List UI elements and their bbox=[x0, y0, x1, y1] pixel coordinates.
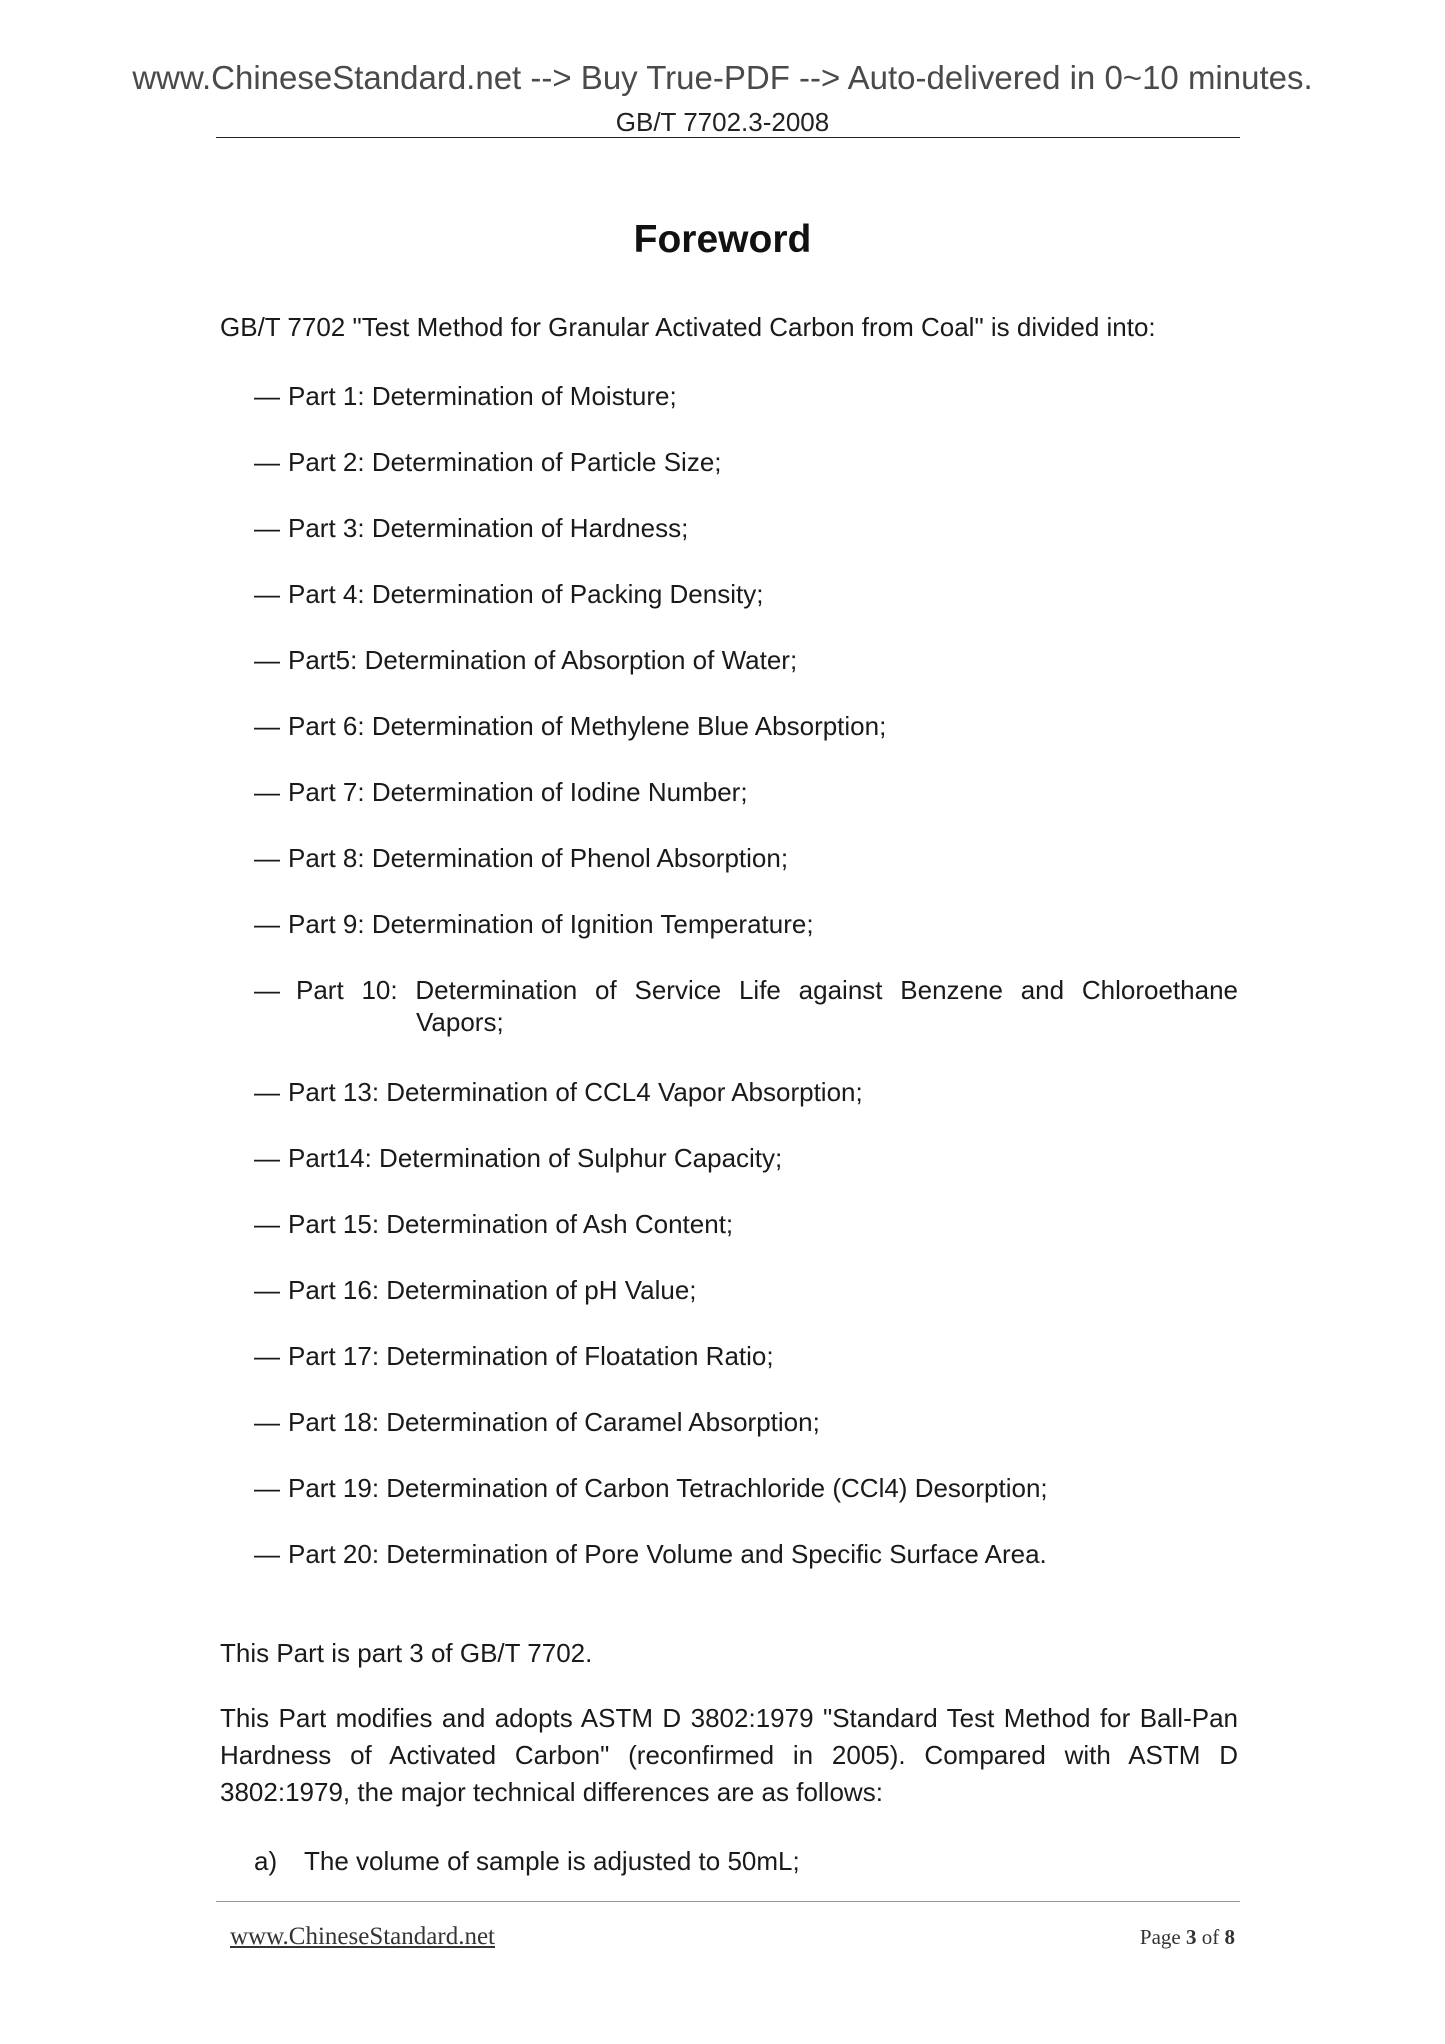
page-total: 8 bbox=[1224, 1925, 1235, 1949]
part-text-continuation: Vapors; bbox=[416, 1007, 504, 1037]
dash-marker: — bbox=[254, 1143, 280, 1173]
part-item bbox=[254, 380, 1238, 412]
header-divider bbox=[216, 137, 1240, 138]
dash-marker: — bbox=[254, 1473, 280, 1503]
part-item bbox=[254, 908, 1238, 940]
footer-link[interactable]: www.ChineseStandard.net bbox=[230, 1923, 495, 1950]
part-item bbox=[254, 1274, 1238, 1306]
page-title: Foreword bbox=[633, 218, 812, 261]
standard-code: GB/T 7702.3-2008 bbox=[615, 107, 830, 137]
part-item bbox=[254, 710, 1238, 742]
dash-marker: — bbox=[254, 381, 280, 411]
part-item bbox=[254, 1076, 1238, 1108]
part-text: Part14: Determination of Sulphur Capacity; bbox=[288, 1143, 783, 1173]
part-text: Part 19: Determination of Carbon Tetrachloride (CCl4) Desorption; bbox=[288, 1473, 1048, 1503]
part-item bbox=[254, 644, 1238, 676]
dash-marker: — bbox=[254, 1407, 280, 1437]
part-text: Part 4: Determination of Packing Density; bbox=[288, 579, 764, 609]
part-text: Part 9: Determination of Ignition Temperature; bbox=[288, 909, 814, 939]
page-of: of bbox=[1201, 1925, 1220, 1949]
page-current: 3 bbox=[1186, 1925, 1197, 1949]
item-label: a) bbox=[254, 1846, 278, 1876]
dash-marker: — bbox=[254, 975, 280, 1005]
part-item bbox=[254, 1142, 1238, 1174]
dash-marker: — bbox=[254, 1077, 280, 1107]
part-text: Part 3: Determination of Hardness; bbox=[288, 513, 689, 543]
intro-text: GB/T 7702 "Test Method for Granular Activated Carbon from Coal" is divided into: bbox=[220, 312, 1156, 342]
part-item bbox=[254, 446, 1238, 478]
dash-marker: — bbox=[254, 1341, 280, 1371]
paragraph-part-scope: This Part is part 3 of GB/T 7702. bbox=[220, 1638, 593, 1668]
part-text: Part 8: Determination of Phenol Absorption; bbox=[288, 843, 789, 873]
part-item bbox=[254, 776, 1238, 808]
part-text: Part 10: Determination of Service Life against Benzene and Chloroethane bbox=[296, 975, 1238, 1005]
dash-marker: — bbox=[254, 513, 280, 543]
part-item bbox=[254, 578, 1238, 610]
page-word: Page bbox=[1139, 1925, 1181, 1949]
part-item bbox=[254, 1340, 1238, 1372]
part-item bbox=[254, 1538, 1238, 1570]
part-item bbox=[254, 842, 1238, 874]
part-text: Part 18: Determination of Caramel Absorption; bbox=[288, 1407, 820, 1437]
header-banner: www.ChineseStandard.net --> Buy True-PDF --> Auto-delivered in 0~10 minutes. bbox=[132, 59, 1313, 96]
dash-marker: — bbox=[254, 579, 280, 609]
dash-marker: — bbox=[254, 711, 280, 741]
footer-divider bbox=[216, 1901, 1240, 1902]
dash-marker: — bbox=[254, 777, 280, 807]
part-text: Part5: Determination of Absorption of Water; bbox=[288, 645, 798, 675]
part-item bbox=[254, 1208, 1238, 1240]
dash-marker: — bbox=[254, 645, 280, 675]
part-text: Part 16: Determination of pH Value; bbox=[288, 1275, 697, 1305]
part-text: Part 6: Determination of Methylene Blue Absorption; bbox=[288, 711, 887, 741]
part-item bbox=[254, 974, 1238, 1038]
dash-marker: — bbox=[254, 909, 280, 939]
part-item bbox=[254, 1472, 1238, 1504]
parts-list bbox=[254, 380, 1238, 1570]
dash-marker: — bbox=[254, 843, 280, 873]
dash-marker: — bbox=[254, 447, 280, 477]
dash-marker: — bbox=[254, 1209, 280, 1239]
dash-marker: — bbox=[254, 1539, 280, 1569]
difference-item-a bbox=[254, 1845, 800, 1877]
part-text: Part 1: Determination of Moisture; bbox=[288, 381, 677, 411]
page-number bbox=[1090, 1925, 1235, 1950]
part-item bbox=[254, 512, 1238, 544]
part-text: Part 7: Determination of Iodine Number; bbox=[288, 777, 748, 807]
part-text: Part 2: Determination of Particle Size; bbox=[288, 447, 722, 477]
part-text: Part 17: Determination of Floatation Ratio; bbox=[288, 1341, 774, 1371]
paragraph-adoption: This Part modifies and adopts ASTM D 3802:1979 "Standard Test Method for Ball-Pan Hardness of Activated Carbon" (reconfirmed in 2005). Compared with ASTM D 3802:1979, the major technical differences are as follows: bbox=[220, 1703, 1238, 1807]
part-item bbox=[254, 1406, 1238, 1438]
part-text: Part 20: Determination of Pore Volume and Specific Surface Area. bbox=[288, 1539, 1047, 1569]
item-text: The volume of sample is adjusted to 50mL; bbox=[304, 1846, 800, 1876]
part-text: Part 15: Determination of Ash Content; bbox=[288, 1209, 734, 1239]
dash-marker: — bbox=[254, 1275, 280, 1305]
part-text: Part 13: Determination of CCL4 Vapor Absorption; bbox=[288, 1077, 863, 1107]
